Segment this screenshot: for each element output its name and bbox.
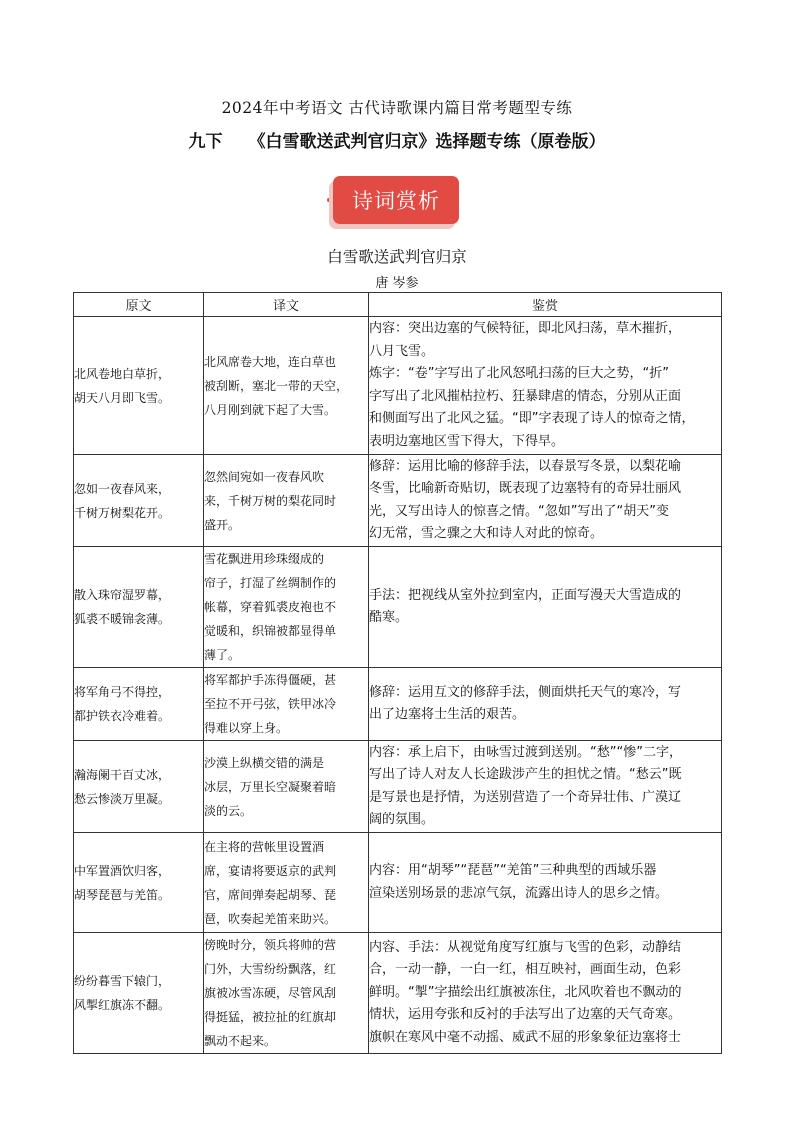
translation-cell [204,933,369,1054]
original-text: 纷纷暮雪下辕门， 风掣红旗冻不翻。 [74,974,171,1012]
original-cell [74,317,204,455]
original-cell [74,668,204,741]
original-text: 散入珠帘湿罗幕， 狐裘不暖锦衾薄。 [74,588,171,626]
appreciation-text: 修辞：运用比喻的修辞手法，以春景写冬景，以梨花喻 冬雪，比喻新奇贴切，既表现了边塞特有的奇异壮丽风 光，又写出诗人的惊喜之情。“忽如”写出了“胡天”变 幻无常，雪之骤之大和诗人对此的惊奇。 [369,458,682,541]
appreciation-cell [369,741,722,833]
table-row [74,833,722,933]
translation-text: 傍晚时分，领兵将帅的营 门外，大雪纷纷飘落，红 旗被冰雪冻硬，尽管风刮 得挺猛，被拉扯的红旗却 飘动不起来。 [204,938,337,1048]
translation-text: 在主将的营帐里设置酒 席，宴请将要返京的武判 官，席间弹奏起胡琴、琵 琶，吹奏起羌笛来助兴。 [204,839,337,926]
translation-text: 雪花飘进用珍珠缀成的 帘子，打湿了丝绸制作的 帐幕，穿着狐裘皮袍也不 觉暖和，织锦被都显得单 薄了。 [204,552,337,662]
original-text: 瀚海阑干百丈冰， 愁云惨淡万里凝。 [74,767,171,806]
translation-cell [204,741,369,833]
translation-cell [204,455,369,547]
translation-text: 忽然间宛如一夜春风吹 来，千树万树的梨花同时 盛开。 [204,469,337,532]
poem-author: 唐 岑参 [375,276,419,291]
appreciation-cell [369,317,722,455]
document-heading: 2024年中考语文 古代诗歌课内篇目常考题型专练 [221,99,573,117]
appreciation-text: 内容：承上启下，由咏雪过渡到送别。“愁”“惨”二字， 写出了诗人对友人长途跋涉产生的担忧之情。“愁云”既 是写景也是抒情，为送别营造了一个奇异壮伟、广漠辽 阔的氛围。 [369,744,682,827]
appreciation-cell [369,455,722,547]
original-text: 将军角弓不得控， 都护铁衣冷难着。 [74,685,171,723]
original-cell [74,933,204,1054]
appreciation-text: 内容：突出边塞的气候特征，即北风扫荡，草木摧折， 八月飞雪。 炼字：“卷”字写出了北风怒吼扫荡的巨大之势，“折” 字写出了北风摧枯拉朽、狂暴肆虐的情态，分别从正面 和侧面写出了北风之猛。“即”字表现了诗人的惊奇之情， 表明边塞地区雪下得大，下得早。 [369,321,695,449]
translation-cell [204,547,369,668]
translation-cell [204,668,369,741]
appreciation-cell [369,933,722,1054]
banner-dot [327,198,331,202]
document-title [0,127,794,152]
original-text: 北风卷地白草折， 胡天八月即飞雪。 [74,366,171,405]
table-row [74,933,722,1054]
section-banner: 诗词赏析 [333,176,459,224]
header-translation: 译文 [204,293,369,317]
table-row [74,741,722,833]
appreciation-cell [369,833,722,933]
appreciation-text: 内容：用“胡琴”“琵琶”“羌笛”三种典型的西域乐器 渲染送别场景的悲凉气氛，流露出诗人的思乡之情。 [369,863,669,901]
translation-cell [204,833,369,933]
poem-table [73,292,722,1054]
header-original: 原文 [74,293,204,317]
original-cell [74,547,204,668]
original-cell [74,833,204,933]
poem-title: 白雪歌送武判官归京 [327,248,467,266]
appreciation-text: 手法：把视线从室外拉到室内，正面写漫天大雪造成的 酷寒。 [369,587,682,625]
appreciation-text: 内容、手法：从视觉角度写红旗与飞雪的色彩，动静结 合，一动一静，一白一红，相互映衬，画面生动，色彩 鲜明。“掣”字描绘出红旗被冻住，北风吹着也不飘动的 情状，运用夸张和反衬的手法写出了边塞的天气奇寒。 旗帜在寒风中毫不动摇、威武不屈的形象象征边塞将士 [369,939,682,1045]
appreciation-cell [369,547,722,668]
translation-text: 沙漠上纵横交错的满是 冰层，万里长空凝聚着暗 淡的云。 [204,755,337,818]
translation-text: 将军都护手冻得僵硬，甚 至拉不开弓弦，铁甲冰冷 得难以穿上身。 [204,673,337,735]
original-text: 忽如一夜春风来， 千树万树梨花开。 [74,481,171,520]
title-text: 《白雪歌送武判官归京》选择题专练（原卷版） [248,132,606,152]
grade-label: 九下 [188,132,223,152]
translation-cell [204,317,369,455]
table-row [74,317,722,455]
appreciation-text: 修辞：运用互文的修辞手法，侧面烘托天气的寒冷，写 出了边塞将士生活的艰苦。 [369,684,682,722]
table-row [74,455,722,547]
table-row [74,547,722,668]
table-header-row [74,293,722,317]
original-cell [74,741,204,833]
appreciation-cell [369,668,722,741]
original-text: 中军置酒饮归客， 胡琴琵琶与羌笛。 [74,863,171,902]
header-appreciation: 鉴赏 [369,293,722,317]
original-cell [74,455,204,547]
table-row [74,668,722,741]
translation-text: 北风席卷大地，连白草也 被刮断，塞北一带的天空， 八月刚到就下起了大雪。 [204,354,349,417]
